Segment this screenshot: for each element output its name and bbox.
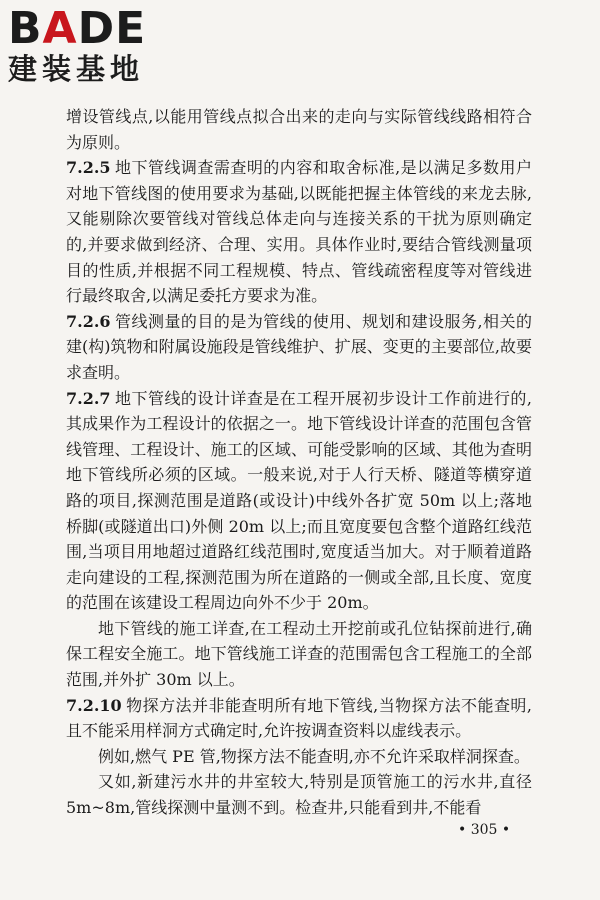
clause-number: 7.2.7 (66, 388, 111, 408)
logo-subtitle: 建装基地 (8, 52, 145, 86)
paragraph-example-pe-pipe: 例如,燃气 PE 管,物探方法不能查明,亦不允许采取样洞探查。 (98, 746, 530, 766)
clause-7-2-5: 7.2.5 地下管线调查需查明的内容和取舍标准,是以满足多数用户对地下管线图的使用要求为基础,以既能把握主体管线的来龙去脉,又能剔除次要管线对管线总体走向与连接关系的干扰为原则确定的,并要求做到经济、合理、实用。具体作业时,要结合管线测量项目的性质,并根据不同工程规模、特点、管线疏密程度等对管线进行最终取舍,以满足委托方要求为准。 (66, 158, 532, 306)
clause-number: 7.2.10 (66, 695, 122, 715)
logo-accent-letter: A (42, 3, 78, 54)
clause-7-2-7: 7.2.7 地下管线的设计详查是在工程开展初步设计工作前进行的,其成果作为工程设计的依据之一。地下管线设计详查的范围包含管线管理、工程设计、施工的区域、可能受影响的区域、其他为查明地下管线所必须的区域。一般来说,对于人行天桥、隧道等横穿道路的项目,探测范围是道路(或设计)中线外各扩宽 50m 以上;落地桥脚(或隧道出口)外侧 20m 以上;而且宽度要包含整个道路红线范围,当项目用地超过道路红线范围时,宽度适当加大。对于顺着道路走向建设的工程,探测范围为所在道路的一侧或全部,且长度、宽度的范围在该建设工程周边向外不少于 20m。 (66, 388, 532, 613)
clause-7-2-6: 7.2.6 管线测量的目的是为管线的使用、规划和建设服务,相关的建(构)筑物和附属设施段是管线维护、扩展、变更的主要部位,故要求查明。 (66, 311, 532, 382)
bade-logo (8, 3, 178, 86)
logo-wordmark: BADE (8, 3, 147, 54)
document-body (66, 104, 532, 821)
clause-number: 7.2.5 (66, 158, 111, 178)
paragraph-continuation: 增设管线点,以能用管线点拟合出来的走向与实际管线线路相符合为原则。 (66, 107, 532, 152)
page-number: • 305 • (458, 822, 511, 838)
paragraph-example-sewer-well: 又如,新建污水井的井室较大,特别是顶管施工的污水井,直径 5m~8m,管线探测中量测不到。检查井,只能看到井,不能看 (66, 772, 532, 818)
clause-7-2-10: 7.2.10 物探方法并非能查明所有地下管线,当物探方法不能查明,且不能采用样洞方式确定时,允许按调查资料以虚线表示。 (66, 695, 532, 741)
clause-number: 7.2.6 (66, 311, 111, 331)
paragraph-construction-survey: 地下管线的施工详查,在工程动土开挖前或孔位钻探前进行,确保工程安全施工。地下管线施工详查的范围需包含工程施工的全部范围,并外扩 30m 以上。 (66, 618, 532, 690)
